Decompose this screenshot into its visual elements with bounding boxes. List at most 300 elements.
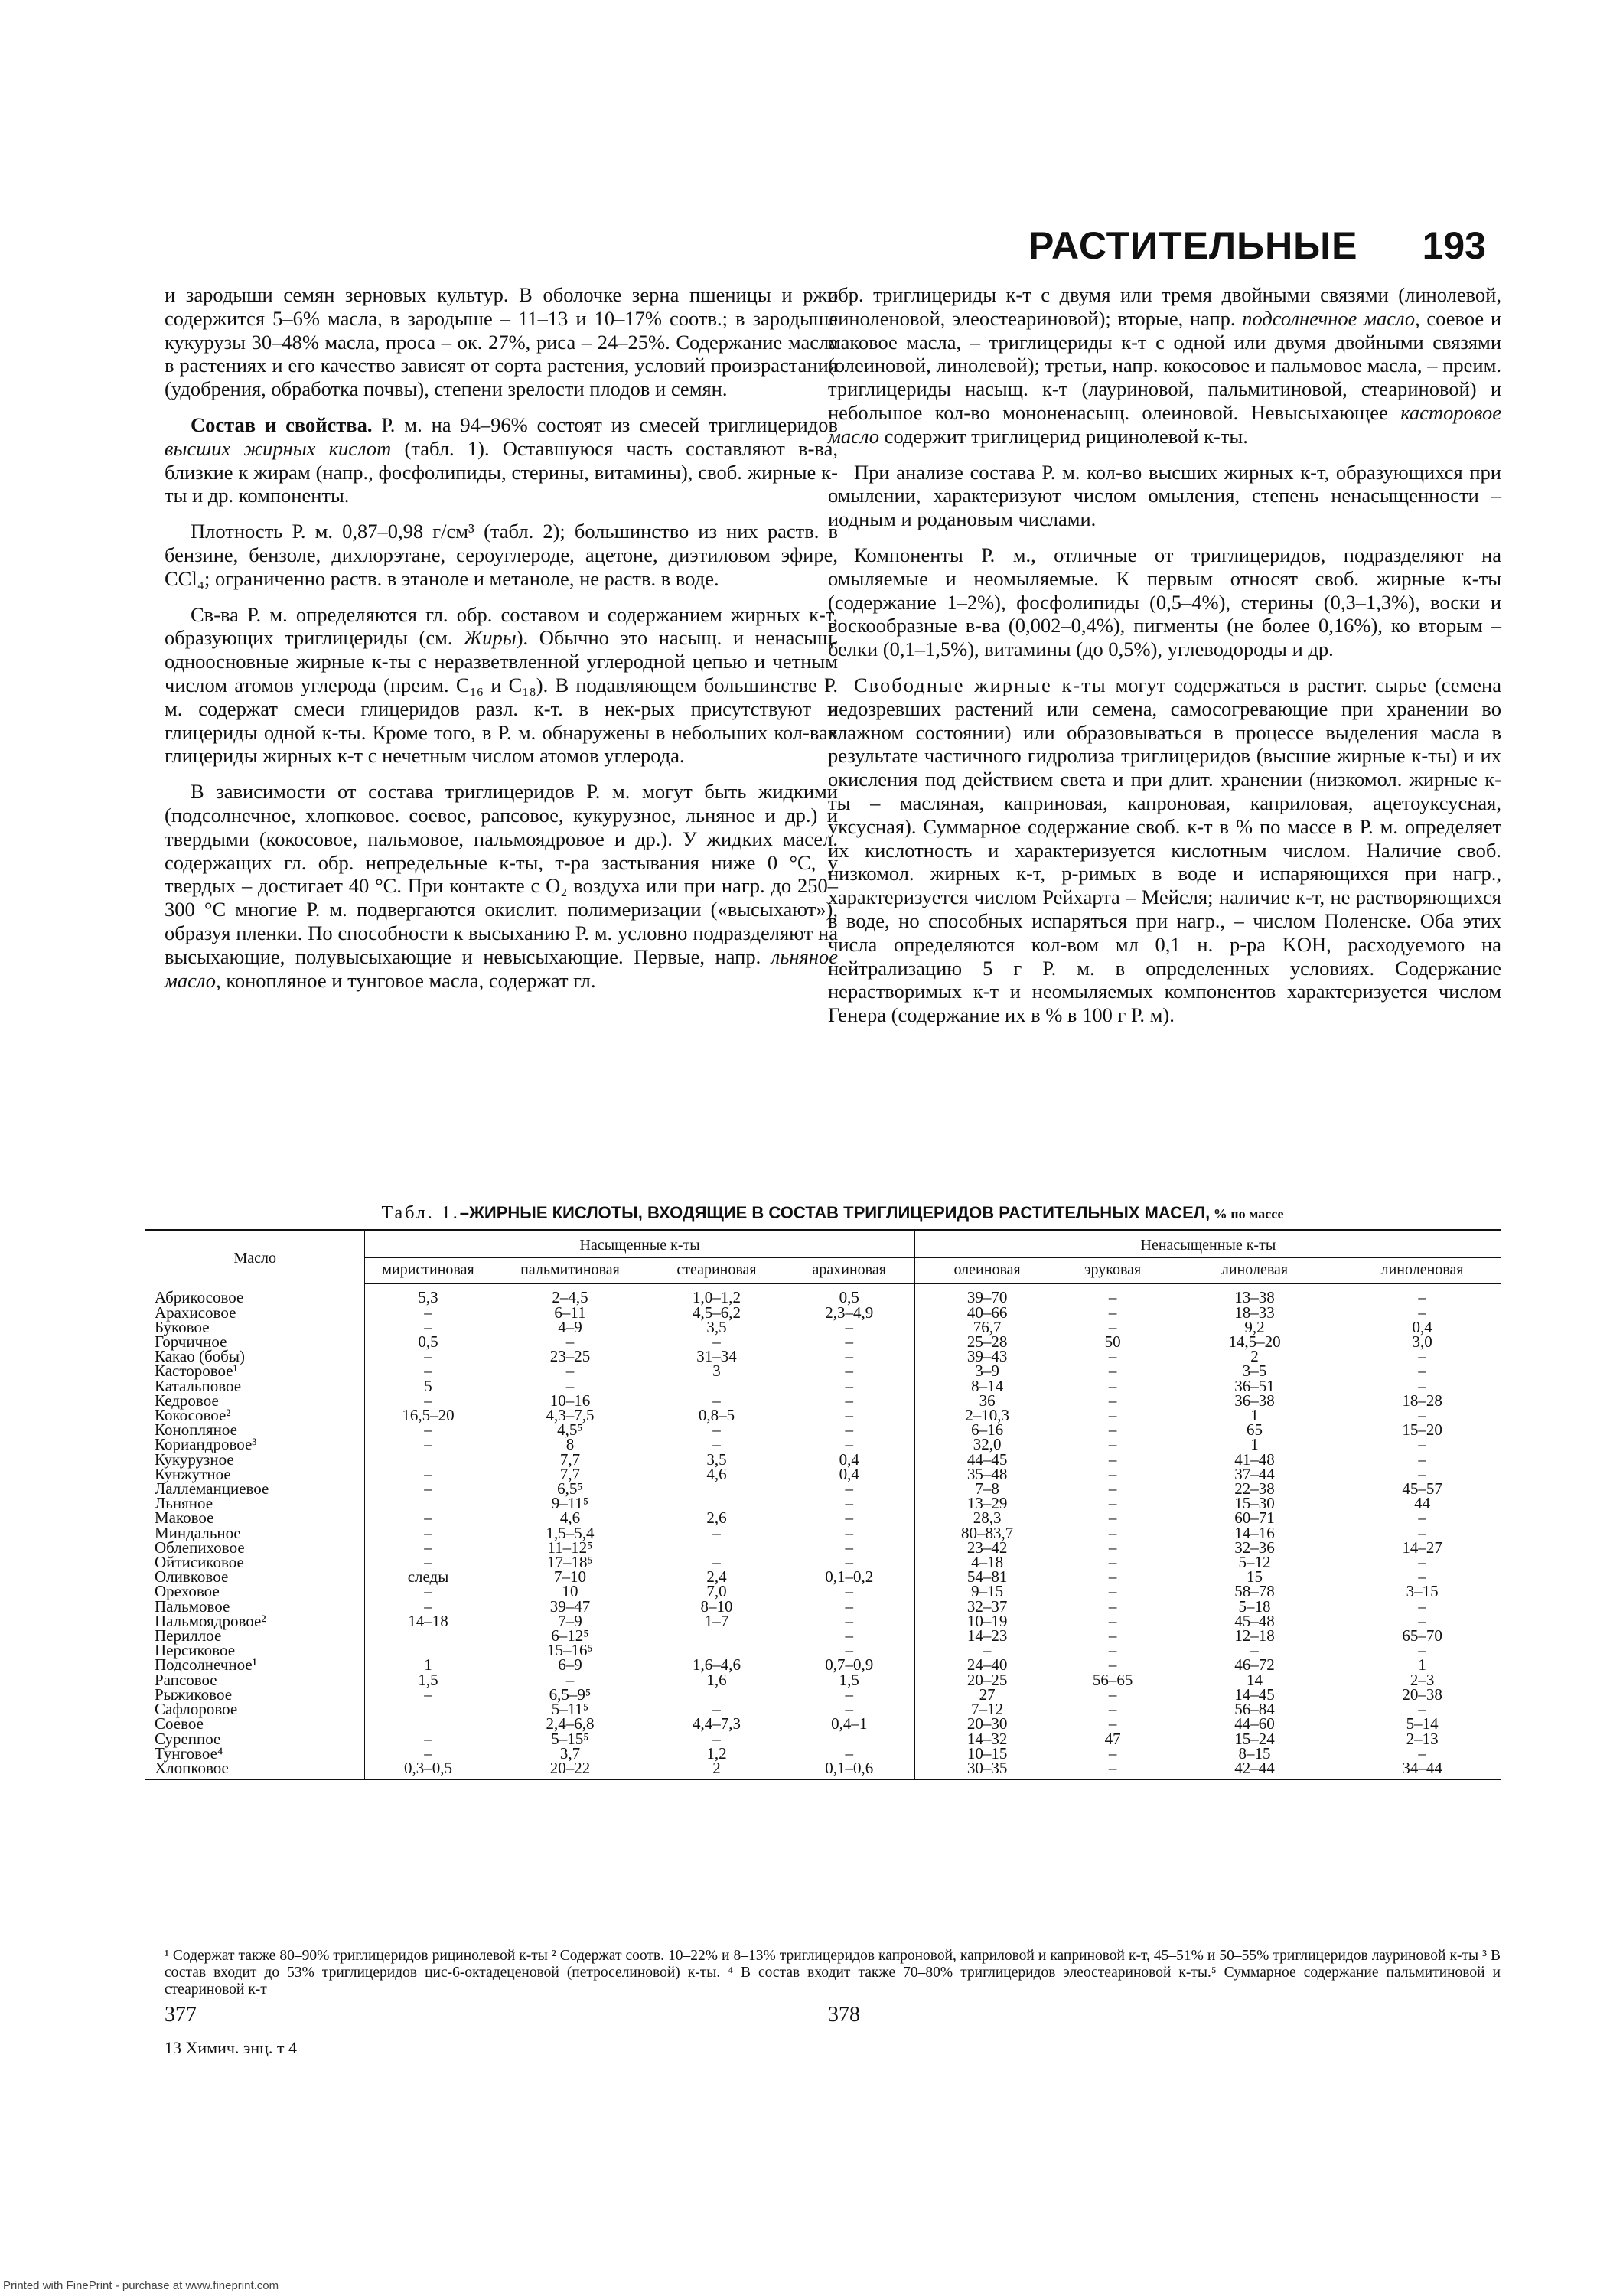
- table-cell: –: [712, 1700, 721, 1719]
- oil-name-cell: Горчичное: [145, 1335, 365, 1349]
- table-cell: 2,3–4,9: [784, 1306, 915, 1320]
- table-cell: –: [784, 1584, 915, 1599]
- table-cell: –: [1108, 1700, 1117, 1719]
- table-cell: 65–70: [1402, 1626, 1442, 1645]
- table-cell: –: [1108, 1582, 1117, 1601]
- column-header: пальмитиновая: [491, 1258, 650, 1284]
- oil-name-cell: Маковое: [145, 1511, 365, 1525]
- section-heading: Состав и свойства.: [191, 413, 373, 436]
- table-cell: 76,7: [973, 1317, 1002, 1336]
- table-cell: 45–57: [1402, 1479, 1442, 1499]
- table-row: [145, 1555, 1501, 1570]
- table-cell: [649, 1629, 784, 1643]
- fatty-acids-table: [145, 1229, 1501, 1780]
- table-cell: 4,5⁵: [557, 1420, 583, 1440]
- table-cell: –: [1108, 1376, 1117, 1395]
- table-cell: 14,5–20: [1228, 1332, 1281, 1352]
- table-cell: –: [1108, 1611, 1117, 1630]
- paragraph: Свободные жирные к-ты могут содержаться в растит. сырье (семена недозревших растений или семена, самосогревающие при хранении во влажном состоянии) или образовываться в процессе выделения масла в результате частичного гидролиза триглицеридов (высшие жирные к-ты) и их окисления под действием света и при длит. хранении (низкомол. жирные к-ты – масляная, каприновая, капроновая, каприловая, ацетоуксусная, уксусная). Суммарное содержание своб. к-т в % по массе в Р. м. определяет их кислотность и характеризуется кислотным числом. Наличие своб. низкомол. жирных к-т, р-римых в воде и испаряющихся при нагр., характеризуется числом Рейхарта – Мейсля; наличие к-т, не растворяющихся в воде, но способных испаряться при нагр., – числом Поленске. Оба этих числа определяются кол-вом мл 0,1 н. р-ра KOH, расходуемого на нейтрализацию 5 г Р. м. в определенных условиях. Содержание нерастворимых к-т и неомыляемых компонентов характеризуется числом Генера (содержание их в % в 100 г Р. м).: [828, 673, 1501, 1027]
- table-cell: 0,5: [418, 1332, 438, 1352]
- table-cell: 0,4: [784, 1453, 915, 1467]
- table-cell: 12–18: [1234, 1626, 1275, 1645]
- table-cell: –: [1108, 1288, 1117, 1307]
- oil-name-cell: Кукурузное: [145, 1453, 365, 1467]
- table-cell: –: [1108, 1567, 1117, 1587]
- table-cell: 0,4: [784, 1467, 915, 1482]
- table-cell: 5–12: [1238, 1553, 1271, 1572]
- column-header: арахиновая: [784, 1258, 915, 1284]
- table-cell: –: [1108, 1303, 1117, 1322]
- table-cell: 6–11: [554, 1303, 586, 1322]
- oil-name-cell: Суреппое: [145, 1732, 365, 1746]
- table-cell: 2: [1250, 1347, 1259, 1366]
- column-header: олеиновая: [914, 1258, 1059, 1284]
- table-cell: –: [712, 1729, 721, 1748]
- table-row: [145, 1320, 1501, 1335]
- table-row: [145, 1702, 1501, 1717]
- table-cell: 1,2: [706, 1743, 727, 1763]
- table-row: [145, 1364, 1501, 1378]
- table-cell: 5–14: [1406, 1714, 1439, 1733]
- table-cell: 3–9: [975, 1362, 999, 1381]
- table-cell: 15–24: [1234, 1729, 1275, 1748]
- table-cell: –: [784, 1394, 915, 1408]
- table-cell: –: [784, 1526, 915, 1541]
- table-cell: 14–32: [966, 1729, 1008, 1748]
- table-cell: 4,5–6,2: [692, 1303, 741, 1322]
- table-cell: 42–44: [1166, 1761, 1343, 1779]
- table-cell: 31–34: [696, 1347, 737, 1366]
- oil-name-cell: Кунжутное: [145, 1467, 365, 1482]
- table-cell: 15–30: [1234, 1494, 1275, 1513]
- table-cell: –: [784, 1688, 915, 1702]
- table-cell: –: [424, 1729, 432, 1748]
- table-cell: 5–18: [1238, 1596, 1271, 1616]
- table-cell: 4,4–7,3: [692, 1714, 741, 1733]
- table-row: [145, 1717, 1501, 1731]
- table-cell: –: [1108, 1684, 1117, 1704]
- table-cell: 8–10: [700, 1596, 733, 1616]
- table-cell: 5: [424, 1376, 432, 1395]
- table-cell: [649, 1482, 784, 1496]
- oil-name-cell: Хлопковое: [145, 1761, 365, 1779]
- table-cell: –: [784, 1437, 915, 1452]
- table-cell: –: [1418, 1567, 1426, 1587]
- table-cell: 23–42: [966, 1538, 1008, 1557]
- table-cell: –: [1418, 1641, 1426, 1660]
- table-cell: 16,5–20: [402, 1406, 455, 1425]
- table-cell: 6–16: [971, 1420, 1004, 1440]
- page-number-left: 377: [165, 2003, 197, 2027]
- table-row: [145, 1394, 1501, 1408]
- oil-name-cell: Оливковое: [145, 1570, 365, 1584]
- table-cell: –: [1108, 1406, 1117, 1425]
- column-header: линоленовая: [1343, 1258, 1501, 1284]
- table-cell: 20–30: [966, 1714, 1008, 1733]
- table-cell: –: [1418, 1743, 1426, 1763]
- table-cell: –: [1108, 1655, 1117, 1675]
- table-cell: [365, 1629, 491, 1643]
- table-row: [145, 1643, 1501, 1658]
- oil-name-cell: Периллое: [145, 1629, 365, 1643]
- table-cell: –: [1108, 1523, 1117, 1542]
- table-cell: 2–13: [1406, 1729, 1439, 1748]
- table-cell: –: [712, 1391, 721, 1410]
- table-cell: 7,7: [559, 1450, 581, 1469]
- table-cell: 9–11⁵: [551, 1494, 589, 1513]
- table-cell: –: [784, 1408, 915, 1423]
- table-row: [145, 1335, 1501, 1349]
- page-number-top: 193: [1422, 224, 1486, 267]
- table-row: [145, 1688, 1501, 1702]
- oil-name-cell: Тунговое⁴: [145, 1746, 365, 1761]
- table-cell: –: [1418, 1596, 1426, 1616]
- table-cell: –: [784, 1482, 915, 1496]
- table-cell: 36–51: [1234, 1376, 1275, 1395]
- oil-name-cell: Ореховое: [145, 1584, 365, 1599]
- paragraph: Плотность Р. м. 0,87–0,98 г/см³ (табл. 2); большинство из них раств. в бензине, бензоле, дихлорэтане, сероуглероде, ацетоне, диэтиловом эфире, CCl₄; ограниченно раств. в этаноле и метаноле, не раств. в воде.: [165, 520, 838, 590]
- table-cell: 4–18: [971, 1553, 1004, 1572]
- running-header: [1028, 223, 1486, 269]
- cross-reference-link[interactable]: Жиры: [464, 626, 517, 650]
- table-cell: 44–45: [966, 1450, 1008, 1469]
- table-cell: 13–29: [966, 1494, 1008, 1513]
- table-cell: –: [1108, 1626, 1117, 1645]
- table-cell: –: [424, 1362, 432, 1381]
- table-row: [145, 1746, 1501, 1761]
- table-cell: –: [784, 1643, 915, 1658]
- table-cell: –: [1108, 1317, 1117, 1336]
- group-header-unsaturated: Ненасыщенные к-ты: [914, 1230, 1501, 1258]
- table-cell: 27: [979, 1684, 996, 1704]
- table-cell: –: [1108, 1479, 1117, 1499]
- table-cell: –: [1108, 1391, 1117, 1410]
- table-cell: –: [712, 1435, 721, 1454]
- table-cell: 1,5: [784, 1673, 915, 1688]
- table-cell: –: [784, 1614, 915, 1629]
- table-cell: –: [1418, 1362, 1426, 1381]
- table-cell: 10–16: [549, 1391, 591, 1410]
- paragraph: В зависимости от состава триглицеридов Р. м. могут быть жидкими (подсолнечное, хлопковое. соевое, рапсовое, кукурузное, льняное и др.) и твердыми (кокосовое, пальмовое, пальмоядровое и др.). У жидких масел. содержащих гл. обр. непредельные к-ты, т-ра застывания ниже 0 °C, у твердых – достигает 40 °C. При контакте с O₂ воздуха или при нагр. до 250–300 °C многие Р. м. подвергаются окислит. полимеризации («высыхают»), образуя пленки. По способности к высыханию Р. м. условно подразделяют на высыхающие, полувысыхающие и невысыхающие. Первые, напр. льняное масло, конопляное и тунговое масла, содержат гл.: [165, 780, 838, 992]
- table-cell: 47: [1104, 1729, 1121, 1748]
- table-cell: 3,7: [559, 1743, 581, 1763]
- table-cell: 6–12⁵: [551, 1626, 589, 1645]
- table-cell: 3,0: [1412, 1332, 1432, 1352]
- table-row: [145, 1482, 1501, 1496]
- table-row: [145, 1379, 1501, 1394]
- table-cell: 5,3: [418, 1288, 438, 1307]
- table-row: [145, 1511, 1501, 1525]
- table-cell: 23–25: [549, 1347, 591, 1366]
- group-header-saturated: Насыщенные к-ты: [365, 1230, 914, 1258]
- table-cell: –: [424, 1391, 432, 1410]
- table-cell: 1,5: [418, 1670, 438, 1689]
- table-cell: 1,0–1,2: [692, 1288, 741, 1307]
- table-cell: –: [424, 1347, 432, 1366]
- running-header-title: РАСТИТЕЛЬНЫЕ: [1028, 224, 1358, 267]
- page-number-right: 378: [828, 2003, 860, 2027]
- oil-name-cell: Кориандровое³: [145, 1437, 365, 1452]
- oil-name-cell: Абрикосовое: [145, 1284, 365, 1306]
- table-cell: –: [1418, 1611, 1426, 1630]
- table-cell: –: [565, 1332, 575, 1352]
- table-cell: 30–35: [914, 1761, 1059, 1779]
- table-cell: –: [1108, 1596, 1117, 1616]
- table-cell: –: [1418, 1700, 1426, 1719]
- table-cell: 20–22: [491, 1761, 650, 1779]
- table-cell: 11–12⁵: [547, 1538, 593, 1557]
- table-cell: –: [1108, 1743, 1117, 1763]
- table-row: [145, 1467, 1501, 1482]
- table-cell: –: [1418, 1523, 1426, 1542]
- table-cell: 24–40: [966, 1655, 1008, 1675]
- table-row: [145, 1284, 1501, 1306]
- table-cell: –: [1108, 1494, 1117, 1513]
- table-cell: 5–15⁵: [551, 1729, 589, 1748]
- table-cell: [365, 1702, 491, 1717]
- table-cell: –: [1418, 1464, 1426, 1483]
- oil-name-cell: Рыжиковое: [145, 1688, 365, 1702]
- oil-name-cell: Облепиховое: [145, 1541, 365, 1555]
- table-cell: –: [1418, 1288, 1426, 1307]
- table-cell: –: [424, 1479, 432, 1499]
- table-cell: –: [983, 1641, 992, 1660]
- table-cell: –: [424, 1317, 432, 1336]
- table-cell: –: [712, 1332, 721, 1352]
- table-cell: –: [784, 1349, 915, 1364]
- table-cell: –: [784, 1320, 915, 1335]
- table-cell: –: [424, 1420, 432, 1440]
- table-cell: 0,1–0,6: [784, 1761, 915, 1779]
- table-cell: 20–25: [966, 1670, 1008, 1689]
- table-cell: 34–44: [1343, 1761, 1501, 1779]
- table-cell: –: [424, 1435, 432, 1454]
- table-cell: 14–45: [1234, 1684, 1275, 1704]
- table-cell: –: [784, 1496, 915, 1511]
- table-cell: –: [424, 1538, 432, 1557]
- table-cell: –: [424, 1596, 432, 1616]
- table-cell: 40–66: [966, 1303, 1008, 1322]
- table-row: [145, 1496, 1501, 1511]
- table-cell: 6–9: [558, 1655, 582, 1675]
- table-row: [145, 1673, 1501, 1688]
- table-cell: –: [1418, 1376, 1426, 1395]
- table-cell: 32–36: [1234, 1538, 1275, 1557]
- table-cell: –: [1108, 1420, 1117, 1440]
- oil-name-cell: Конопляное: [145, 1423, 365, 1437]
- table-cell: 37–44: [1234, 1464, 1275, 1483]
- table-cell: 7–9: [558, 1611, 582, 1630]
- table-cell: 1,5–5,4: [546, 1523, 595, 1542]
- table-cell: –: [784, 1555, 915, 1570]
- table-cell: –: [784, 1364, 915, 1378]
- cross-reference-link[interactable]: подсолнечное масло: [1242, 306, 1416, 330]
- oil-name-cell: Катальповое: [145, 1379, 365, 1394]
- table-cell: –: [1108, 1362, 1117, 1381]
- table-cell: 7–8: [975, 1479, 999, 1499]
- table-cell: 3–15: [1406, 1582, 1439, 1601]
- table-cell: –: [1418, 1553, 1426, 1572]
- paragraph: Состав и свойства. Р. м. на 94–96% состоят из смесей триглицеридов высших жирных кислот (табл. 1). Оставшуюся часть составляют в-ва, близкие к жирам (напр., фосфолипиды, стерины, витамины), своб. жирные к-ты и др. компоненты.: [165, 413, 838, 507]
- table-row: [145, 1349, 1501, 1364]
- table-cell: следы: [407, 1567, 449, 1587]
- table-cell: –: [1418, 1347, 1426, 1366]
- column-header: стеариновая: [649, 1258, 784, 1284]
- table-cell: –: [784, 1629, 915, 1643]
- table-cell: –: [712, 1420, 721, 1440]
- table-cell: 4,3–7,5: [546, 1406, 595, 1425]
- table-cell: 4,6: [559, 1508, 581, 1528]
- table-cell: –: [1418, 1435, 1426, 1454]
- table-cell: 2,4: [706, 1567, 727, 1587]
- table-cell: 80–83,7: [960, 1523, 1014, 1542]
- table-cell: 10–19: [966, 1611, 1008, 1630]
- oil-name-cell: Кедровое: [145, 1394, 365, 1408]
- table-cell: 0,7–0,9: [784, 1658, 915, 1672]
- oil-name-cell: Касторовое¹: [145, 1364, 365, 1378]
- table-cell: –: [784, 1702, 915, 1717]
- table-cell: –: [424, 1553, 432, 1572]
- table-cell: 0,5: [784, 1284, 915, 1306]
- table-cell: –: [424, 1582, 432, 1601]
- table-cell: –: [424, 1303, 432, 1322]
- table-cell: –: [1108, 1435, 1117, 1454]
- table-cell: –: [424, 1464, 432, 1483]
- table-row: [145, 1306, 1501, 1320]
- table-caption: Табл. 1.–ЖИРНЫЕ КИСЛОТЫ, ВХОДЯЩИЕ В СОСТАВ ТРИГЛИЦЕРИДОВ РАСТИТЕЛЬНЫХ МАСЕЛ, % по массе: [381, 1203, 1284, 1223]
- table-cell: –: [1108, 1714, 1117, 1733]
- table-cell: 65: [1247, 1420, 1263, 1440]
- table-row: [145, 1541, 1501, 1555]
- table-cell: –: [712, 1553, 721, 1572]
- cross-reference-link[interactable]: высших жирных кислот: [165, 436, 392, 460]
- table-cell: 22–38: [1234, 1479, 1275, 1499]
- table-cell: –: [784, 1423, 915, 1437]
- paragraph: При анализе состава Р. м. кол-во высших жирных к-т, образующихся при омылении, характеризуют числом омыления, степень ненасыщенности – иодным и родановым числами.: [828, 460, 1501, 531]
- table-cell: 41–48: [1234, 1450, 1275, 1469]
- table-cell: 8–14: [971, 1376, 1004, 1395]
- table-cell: 39–43: [966, 1347, 1008, 1366]
- table-cell: –: [784, 1746, 915, 1761]
- table-cell: 14: [1247, 1670, 1263, 1689]
- table-cell: 8: [565, 1435, 575, 1454]
- table-cell: –: [1108, 1508, 1117, 1528]
- table-cell: 10: [562, 1582, 578, 1601]
- table-cell: –: [784, 1600, 915, 1614]
- table-cell: 32,0: [973, 1435, 1002, 1454]
- table-cell: –: [1418, 1406, 1426, 1425]
- table-cell: 1: [1250, 1406, 1259, 1425]
- table-cell: –: [565, 1362, 575, 1381]
- table-cell: 18–33: [1234, 1303, 1275, 1322]
- table-cell: 0,4: [1412, 1317, 1432, 1336]
- table-cell: –: [424, 1508, 432, 1528]
- table-cell: 18–28: [1402, 1391, 1442, 1410]
- table-cell: –: [784, 1541, 915, 1555]
- table-cell: 58–78: [1234, 1582, 1275, 1601]
- oil-name-cell: Буковое: [145, 1320, 365, 1335]
- table-cell: 15–20: [1402, 1420, 1442, 1440]
- table-cell: 1: [1250, 1435, 1259, 1454]
- oil-name-cell: Пальмовое: [145, 1600, 365, 1614]
- table-cell: 0,4–1: [784, 1717, 915, 1731]
- table-cell: 3,5: [706, 1317, 727, 1336]
- table-cell: –: [712, 1523, 721, 1542]
- table-cell: –: [1108, 1464, 1117, 1483]
- column-header-oil: Масло: [145, 1230, 365, 1284]
- table-cell: 17–18⁵: [547, 1553, 593, 1572]
- table-cell: 1–7: [704, 1611, 729, 1630]
- table-cell: –: [424, 1684, 432, 1704]
- oil-name-cell: Миндальное: [145, 1526, 365, 1541]
- right-text-column: [828, 283, 1501, 1039]
- table-cell: 3–5: [1242, 1362, 1267, 1381]
- table-cell: –: [784, 1511, 915, 1525]
- table-cell: 44–60: [1234, 1714, 1275, 1733]
- table-cell: 15–16⁵: [547, 1641, 593, 1660]
- column-header: линолевая: [1166, 1258, 1343, 1284]
- table-cell: 54–81: [966, 1567, 1008, 1587]
- table-row: [145, 1614, 1501, 1629]
- printer-watermark: Printed with FinePrint - purchase at www.fineprint.com: [3, 2279, 279, 2292]
- table-cell: 56–65: [1092, 1670, 1133, 1689]
- table-cell: 32–37: [966, 1596, 1008, 1616]
- table-cell: 1,6: [706, 1670, 727, 1689]
- table-cell: –: [784, 1335, 915, 1349]
- table-cell: 25–28: [966, 1332, 1008, 1352]
- paragraph: Компоненты Р. м., отличные от триглицеридов, подразделяют на омыляемые и неомыляемые. К первым относят своб. жирные к-ты (содержание 1–2%), фосфолипиды (0,5–4%), стерины (0,3–1,3%), воски и воскообразные в-ва (0,002–0,4%), пигменты (не более 0,16%), ко вторым – белки (0,1–1,5%), витамины (до 0,5%), углеводороды и др.: [828, 543, 1501, 661]
- table-cell: 28,3: [973, 1508, 1002, 1528]
- table-cell: 2,4–6,8: [546, 1714, 595, 1733]
- table-cell: 2,6: [706, 1508, 727, 1528]
- table-cell: –: [565, 1670, 575, 1689]
- table-cell: 7,7: [559, 1464, 581, 1483]
- cross-reference-link[interactable]: касторовое масло: [828, 400, 1501, 448]
- table-cell: 7–12: [971, 1700, 1004, 1719]
- table-cell: 14–16: [1234, 1523, 1275, 1542]
- table-footnotes: ¹ Содержат также 80–90% триглицеридов рицинолевой к-ты ² Содержат соотв. 10–22% и 8–13% триглицеридов капроновой, каприловой и каприновой к-т, 45–51% и 50–55% триглицеридов лауриновой к-ты ³ В состав входит до 53% триглицеридов цис-6-октадеценовой (петроселиновой) к-ты. ⁴ В состав входит также 70–80% триглицеридов элеостеариновой к-ты.⁵ Суммарное содержание пальмитиновой и стеариновой к-т: [165, 1948, 1501, 1998]
- table-cell: 1: [424, 1655, 432, 1675]
- table-cell: –: [1108, 1347, 1117, 1366]
- table-cell: –: [424, 1743, 432, 1763]
- paragraph: Св-ва Р. м. определяются гл. обр. составом и содержанием жирных к-т, образующих триглицериды (см. Жиры). Обычно это насыщ. и ненасыщ. одноосновные жирные к-ты с неразветвленной углеродной цепью и четным числом атомов углерода (преим. C₁₆ и C₁₈). В подавляющем большинстве Р. м. содержат смеси глицеридов разл. к-т. в нек-рых присутствуют и глицериды одной к-ты. Кроме того, в Р. м. обнаружены в небольших кол-вах глицериды жирных к-т с нечетным числом атомов углерода.: [165, 602, 838, 768]
- table-cell: –: [1108, 1553, 1117, 1572]
- table-cell: –: [565, 1376, 575, 1395]
- table-cell: 4,6: [706, 1464, 727, 1483]
- table-row: [145, 1437, 1501, 1452]
- table-cell: 14–23: [966, 1626, 1008, 1645]
- table-row: [145, 1600, 1501, 1614]
- oil-name-cell: Рапсовое: [145, 1673, 365, 1688]
- oil-name-cell: Подсолнечное¹: [145, 1658, 365, 1672]
- table-cell: 2: [649, 1761, 784, 1779]
- oil-name-cell: Кокосовое²: [145, 1408, 365, 1423]
- table-cell: 5–11⁵: [551, 1700, 589, 1719]
- oil-name-cell: Соевое: [145, 1717, 365, 1731]
- table-cell: 1,6–4,6: [692, 1655, 741, 1675]
- table-cell: 2–3: [1410, 1670, 1435, 1689]
- table-row: [145, 1584, 1501, 1599]
- table-row: [145, 1732, 1501, 1746]
- table-cell: 3,5: [706, 1450, 727, 1469]
- oil-name-cell: Какао (бобы): [145, 1349, 365, 1364]
- cross-reference-link[interactable]: льняное масло: [165, 944, 838, 992]
- oil-name-cell: Пальмоядровое²: [145, 1614, 365, 1629]
- left-text-column: [165, 283, 838, 1004]
- table-cell: 0,8–5: [698, 1406, 735, 1425]
- table-cell: 39–47: [549, 1596, 591, 1616]
- table-cell: 6,5–9⁵: [549, 1684, 592, 1704]
